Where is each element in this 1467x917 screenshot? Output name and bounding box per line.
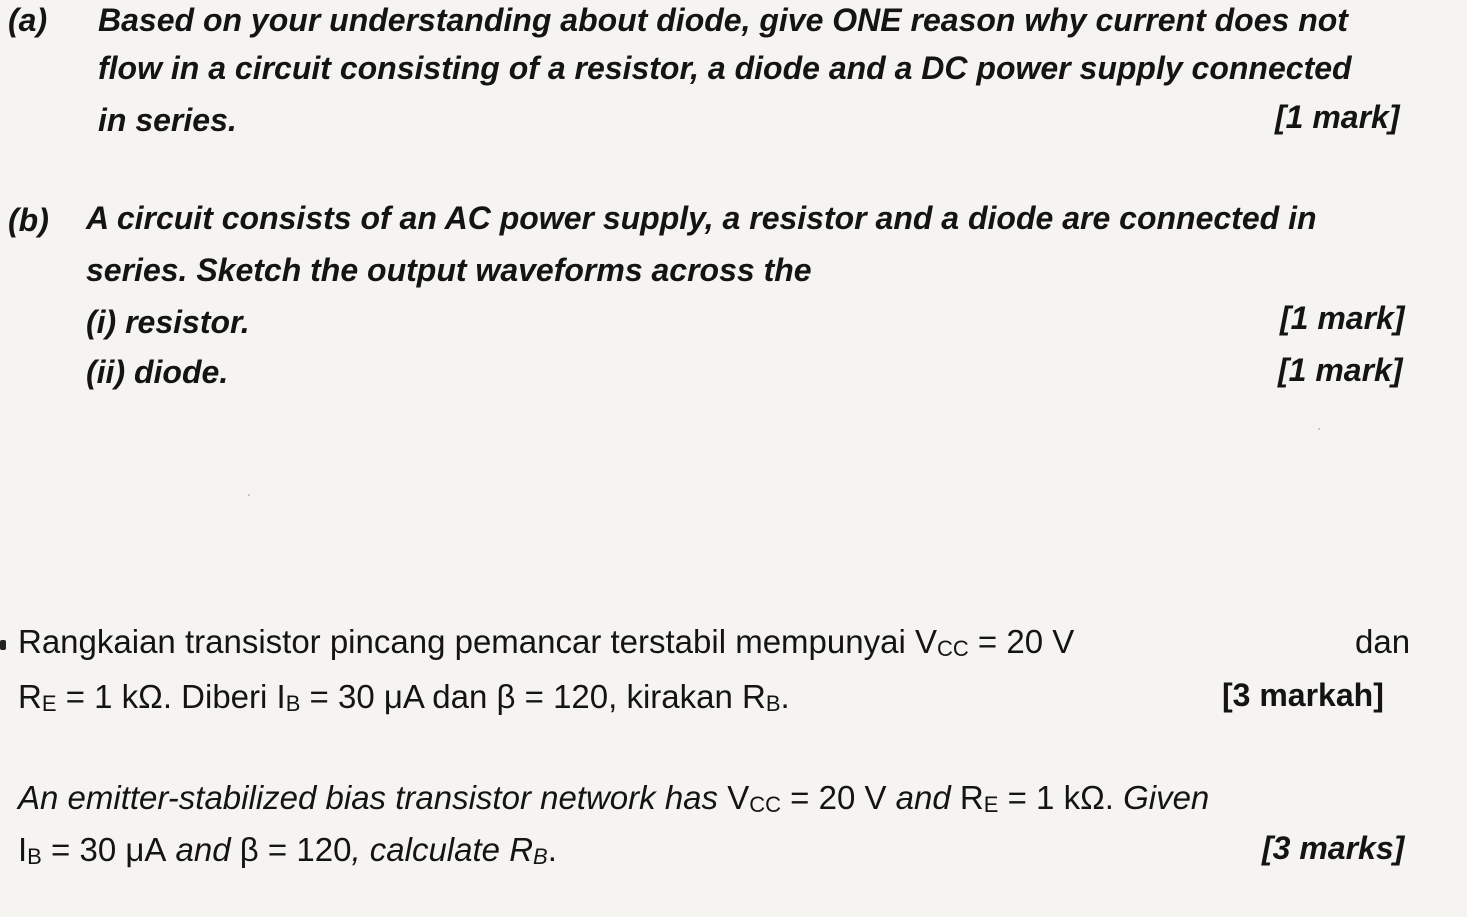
english-vcc-subscript: CC [749,792,781,817]
scan-speck [1318,428,1320,430]
english-rb-symbol: R [509,831,534,868]
part-b-line-1: A circuit consists of an AC power supply, a resistor and a diode are connected in [86,200,1317,236]
malay-vcc-symbol: V [914,623,937,660]
malay-ib-value: = 30 μA dan β = 120, kirakan [300,678,743,715]
scan-mark [0,640,6,650]
english-ib-value: = 30 μA [41,831,167,868]
malay-vcc-value: = 20 V [968,623,1075,660]
scan-speck [248,494,250,496]
part-a-line-2: flow in a circuit consisting of a resistor, a diode and a DC power supply connected [98,50,1352,86]
part-a-line-1-start: Based on your understanding about diode, give [98,2,833,38]
english-and-2: and [166,831,240,868]
english-vcc-value: = 20 V [781,779,887,816]
english-and: and [886,779,960,816]
english-calculate: , calculate [351,831,510,868]
malay-rb-end: . [780,678,790,715]
part-b-sub-ii: (ii) diode. [86,354,229,390]
malay-rb-symbol: R [742,678,766,715]
malay-re-symbol: R [18,678,42,715]
part-a-mark: [1 mark] [1275,99,1400,135]
part-b-sub-ii-mark: [1 mark] [1278,352,1403,388]
english-line-1-text: An emitter-stabilized bias transistor network has [18,779,728,816]
english-vcc-symbol: V [727,779,750,816]
malay-line-2 [18,677,790,721]
english-mark: [3 marks] [1262,830,1405,866]
malay-ib-subscript: B [285,691,301,716]
part-b-label: (b) [8,202,49,238]
malay-re-value: = 1 kΩ. Diberi [56,678,277,715]
english-re-subscript: E [983,792,999,817]
english-given: Given [1113,779,1210,816]
part-a-emphasis: ONE [832,2,902,38]
english-line-1 [18,778,1209,822]
english-beta: β = 120 [239,831,352,868]
part-b-sub-i-mark: [1 mark] [1280,300,1405,336]
malay-vcc-subscript: CC [936,636,969,661]
english-re-value: = 1 kΩ. [998,779,1114,816]
english-re-symbol: R [959,779,984,816]
english-rb-end: . [547,831,557,868]
malay-ib-symbol: I [276,678,286,715]
part-a-line-3: in series. [98,102,237,138]
malay-mark: [3 markah] [1222,677,1384,713]
english-rb-subscript: B [533,844,548,869]
part-a-label: (a) [8,2,48,38]
part-b-sub-i: (i) resistor. [86,304,250,340]
english-ib-subscript: B [27,844,42,869]
malay-re-subscript: E [41,691,57,716]
english-line-2 [18,830,557,874]
malay-line-1-text: Rangkaian transistor pincang pemancar terstabil mempunyai [18,623,915,660]
malay-dan: dan [1355,623,1411,660]
malay-rb-subscript: B [765,691,781,716]
part-a-line-1 [98,0,1348,40]
english-ib-symbol: I [18,831,28,868]
part-a-line-1-end: reason why current does not [901,2,1348,38]
part-b-line-2: series. Sketch the output waveforms across the [86,252,812,288]
malay-line-1 [18,622,1074,666]
